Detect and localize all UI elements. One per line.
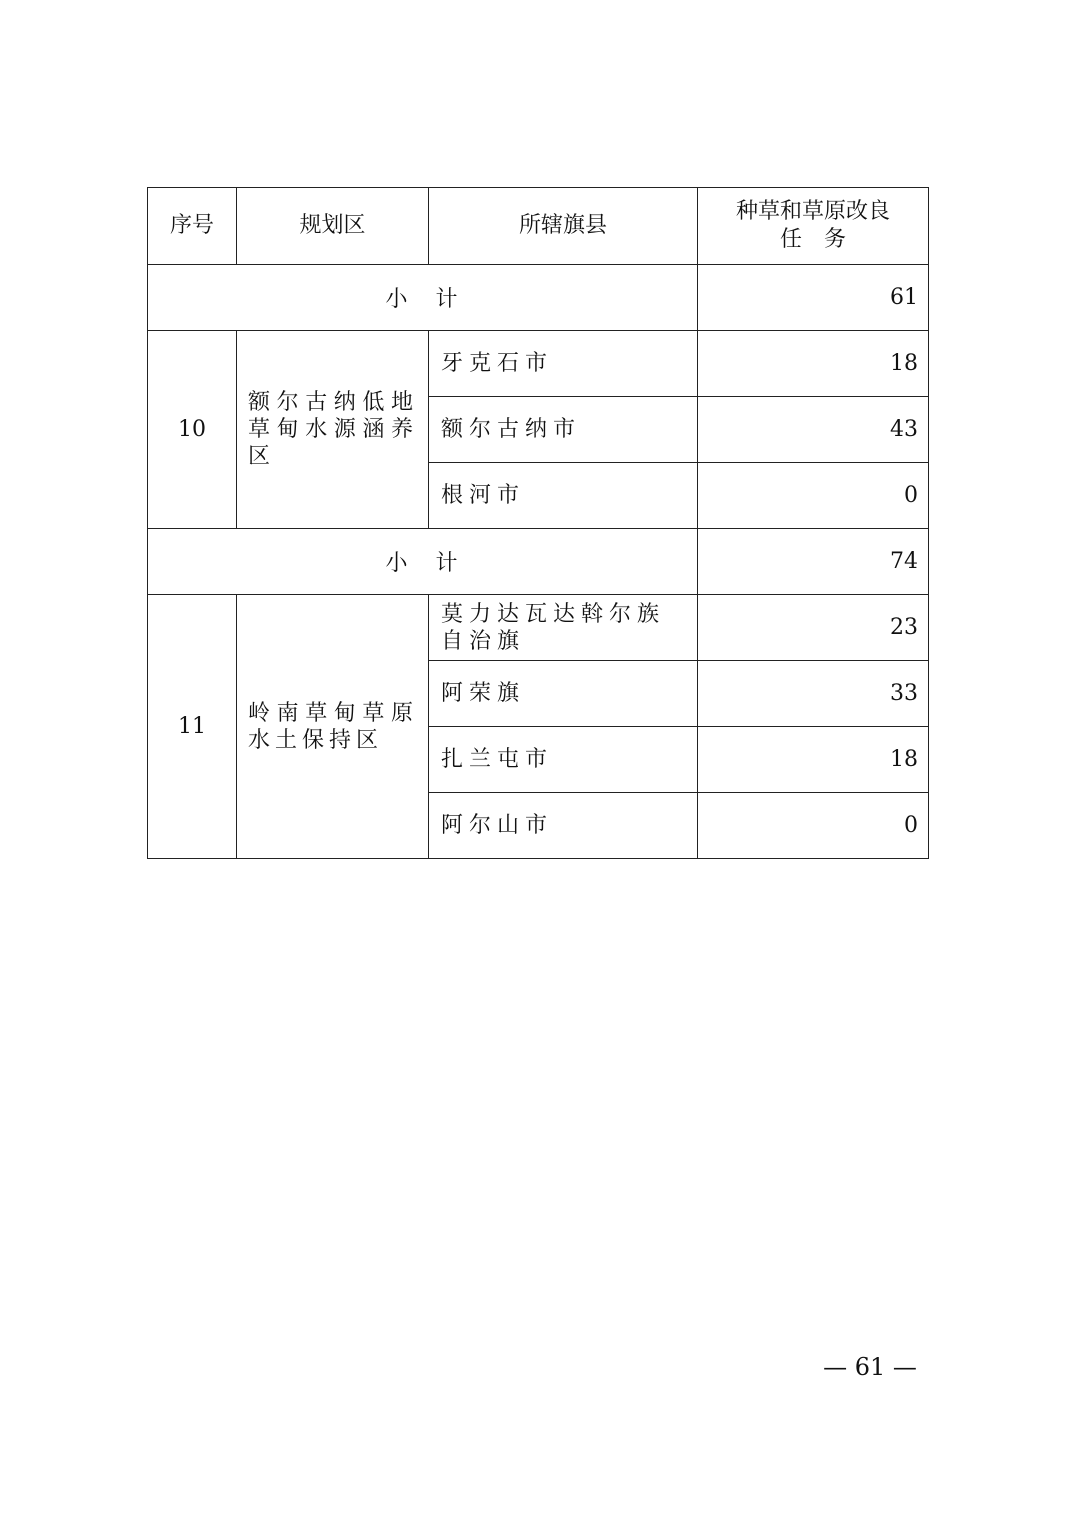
task-value: 23: [698, 595, 929, 661]
header-region: 规划区: [237, 188, 429, 265]
task-value: 18: [698, 727, 929, 793]
group-region: 额尔古纳低地草甸水源涵养区: [237, 331, 429, 529]
header-task-line1: 种草和草原改良: [735, 199, 890, 224]
task-value: 43: [698, 397, 929, 463]
header-row: [148, 188, 929, 265]
task-value: 0: [698, 793, 929, 859]
county-name: 莫力达瓦达斡尔族自治旗: [429, 595, 698, 661]
task-value: 18: [698, 331, 929, 397]
subtotal-label: 小 计: [148, 265, 698, 331]
county-name: 牙克石市: [429, 331, 698, 397]
subtotal-value: 74: [698, 529, 929, 595]
header-county: 所辖旗县: [429, 188, 698, 265]
table-row: [148, 331, 929, 397]
table-row: [148, 595, 929, 661]
subtotal-value: 61: [698, 265, 929, 331]
planning-table: [147, 187, 929, 859]
task-value: 33: [698, 661, 929, 727]
page-number: — 61 —: [823, 1353, 917, 1381]
header-seq: 序号: [148, 188, 237, 265]
county-name: 根河市: [429, 463, 698, 529]
county-name: 扎兰屯市: [429, 727, 698, 793]
group-region: 岭南草甸草原水土保持区: [237, 595, 429, 859]
county-name: 额尔古纳市: [429, 397, 698, 463]
group-seq: 10: [148, 331, 237, 529]
header-task: [698, 188, 929, 265]
header-task-line2: 任 务: [779, 227, 846, 252]
subtotal-row: [148, 529, 929, 595]
county-name: 阿荣旗: [429, 661, 698, 727]
group-seq: 11: [148, 595, 237, 859]
task-value: 0: [698, 463, 929, 529]
county-name: 阿尔山市: [429, 793, 698, 859]
subtotal-row: [148, 265, 929, 331]
subtotal-label: 小 计: [148, 529, 698, 595]
